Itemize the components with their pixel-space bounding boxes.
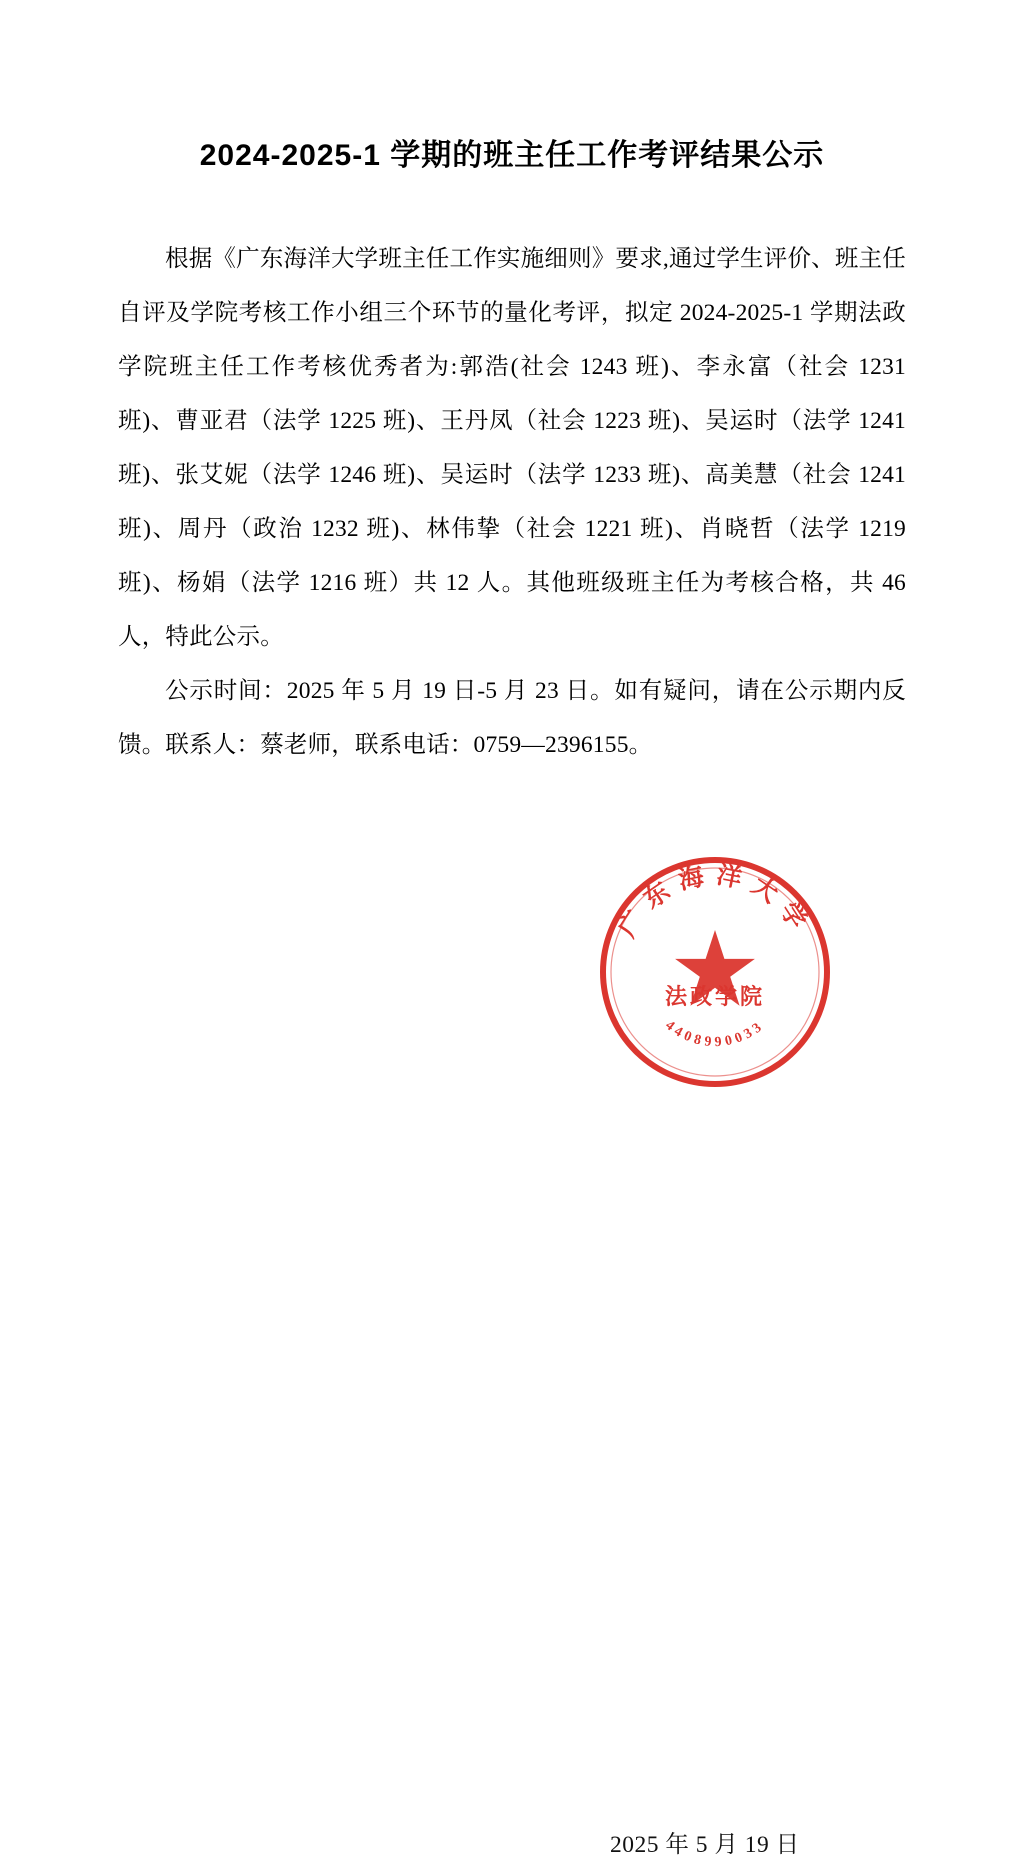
official-seal-stamp bbox=[595, 852, 835, 1092]
paragraph-1: 根据《广东海洋大学班主任工作实施细则》要求,通过学生评价、班主任自评及学院考核工作小组三个环节的量化考评，拟定 2024-2025-1 学期法政学院班主任工作考核优秀者为:郭浩(社会 1243 班)、李永富（社会 1231 班)、曹亚君（法学 1225 班)、王丹凤（社会 1223 班)、吴运时（法学 1241 班)、张艾妮（法学 1246 班)、吴运时（法学 1233 班)、高美慧（社会 1241 班)、周丹（政治 1232 班)、林伟挚（社会 1221 班)、肖晓哲（法学 1219 班)、杨娟（法学 1216 班）共 12 人。其他班级班主任为考核合格，共 46 人，特此公示。 bbox=[118, 246, 906, 650]
svg-text:广东海洋大学: 广东海洋大学 bbox=[613, 861, 817, 943]
paragraph-2: 公示时间：2025 年 5 月 19 日-5 月 23 日。如有疑问，请在公示期内反馈。联系人：蔡老师，联系电话：0759—2396155。 bbox=[118, 678, 906, 758]
document-body bbox=[118, 232, 906, 772]
page-title: 2024-2025-1 学期的班主任工作考评结果公示 bbox=[199, 139, 825, 172]
date-line: 2025 年 5 月 19 日 bbox=[610, 1832, 800, 1858]
signature-area bbox=[0, 830, 1024, 1858]
svg-text:法政学院: 法政学院 bbox=[664, 984, 766, 1009]
svg-text:4408990033: 4408990033 bbox=[662, 1017, 768, 1051]
